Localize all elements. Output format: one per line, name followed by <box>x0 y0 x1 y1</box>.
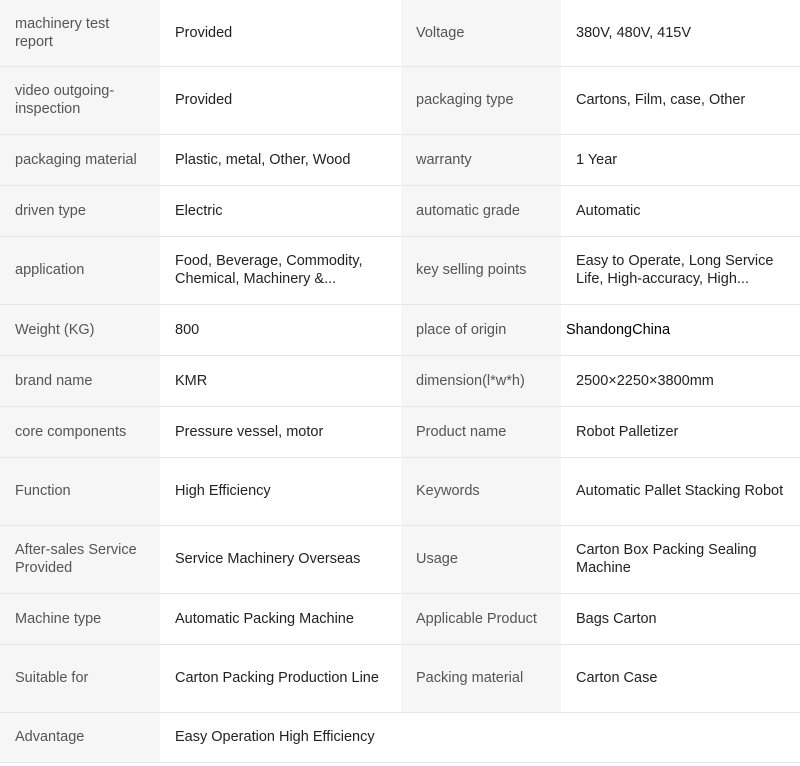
spec-key: machinery test report <box>0 0 160 66</box>
spec-value: 2500×2250×3800mm <box>561 355 800 406</box>
spec-value: 380V, 480V, 415V <box>561 0 800 66</box>
table-row <box>0 66 800 134</box>
spec-key: Keywords <box>401 457 561 525</box>
spec-key: core components <box>0 406 160 457</box>
spec-key: packaging type <box>401 66 561 134</box>
spec-key: dimension(l*w*h) <box>401 355 561 406</box>
table-row <box>0 236 800 304</box>
spec-value: Cartons, Film, case, Other <box>561 66 800 134</box>
spec-key: Function <box>0 457 160 525</box>
spec-value: Easy Operation High Efficiency <box>160 712 401 762</box>
table-row <box>0 712 800 762</box>
table-row <box>0 0 800 66</box>
spec-value: Electric <box>160 185 401 236</box>
table-row <box>0 644 800 712</box>
spec-key: Product name <box>401 406 561 457</box>
spec-value: Carton Packing Production Line <box>160 644 401 712</box>
spec-value: Robot Palletizer <box>561 406 800 457</box>
spec-value: ShandongChina <box>561 304 800 355</box>
spec-value: Provided <box>160 0 401 66</box>
spec-key: warranty <box>401 134 561 185</box>
spec-value: Easy to Operate, Long Service Life, High-accuracy, High... <box>561 236 800 304</box>
table-row <box>0 185 800 236</box>
spec-value: 800 <box>160 304 401 355</box>
table-row <box>0 304 800 355</box>
spec-key: Suitable for <box>0 644 160 712</box>
spec-key: key selling points <box>401 236 561 304</box>
table-row <box>0 457 800 525</box>
spec-key: place of origin <box>401 304 561 355</box>
spec-key: Applicable Product <box>401 593 561 644</box>
spec-key: video outgoing-inspection <box>0 66 160 134</box>
spec-key: Usage <box>401 525 561 593</box>
spec-value: Carton Box Packing Sealing Machine <box>561 525 800 593</box>
spec-key: brand name <box>0 355 160 406</box>
spec-value: Provided <box>160 66 401 134</box>
spec-value: Service Machinery Overseas <box>160 525 401 593</box>
spec-value: Automatic Packing Machine <box>160 593 401 644</box>
spec-value: Carton Case <box>561 644 800 712</box>
spec-key: Voltage <box>401 0 561 66</box>
spec-value: 1 Year <box>561 134 800 185</box>
spec-key: packaging material <box>0 134 160 185</box>
spec-key: driven type <box>0 185 160 236</box>
table-row <box>0 525 800 593</box>
spec-key: Machine type <box>0 593 160 644</box>
spec-value: Pressure vessel, motor <box>160 406 401 457</box>
spec-key: automatic grade <box>401 185 561 236</box>
spec-value: Automatic <box>561 185 800 236</box>
spec-key: Weight (KG) <box>0 304 160 355</box>
spec-value: Automatic Pallet Stacking Robot <box>561 457 800 525</box>
table-row <box>0 593 800 644</box>
spec-value-empty <box>561 712 800 762</box>
spec-value: High Efficiency <box>160 457 401 525</box>
spec-value: Bags Carton <box>561 593 800 644</box>
table-row <box>0 355 800 406</box>
table-row <box>0 134 800 185</box>
spec-key-empty <box>401 712 561 762</box>
spec-key: Advantage <box>0 712 160 762</box>
spec-key: After-sales Service Provided <box>0 525 160 593</box>
spec-key: Packing material <box>401 644 561 712</box>
spec-value: Food, Beverage, Commodity, Chemical, Machinery &... <box>160 236 401 304</box>
spec-value: Plastic, metal, Other, Wood <box>160 134 401 185</box>
spec-value: KMR <box>160 355 401 406</box>
spec-key: application <box>0 236 160 304</box>
table-row <box>0 406 800 457</box>
